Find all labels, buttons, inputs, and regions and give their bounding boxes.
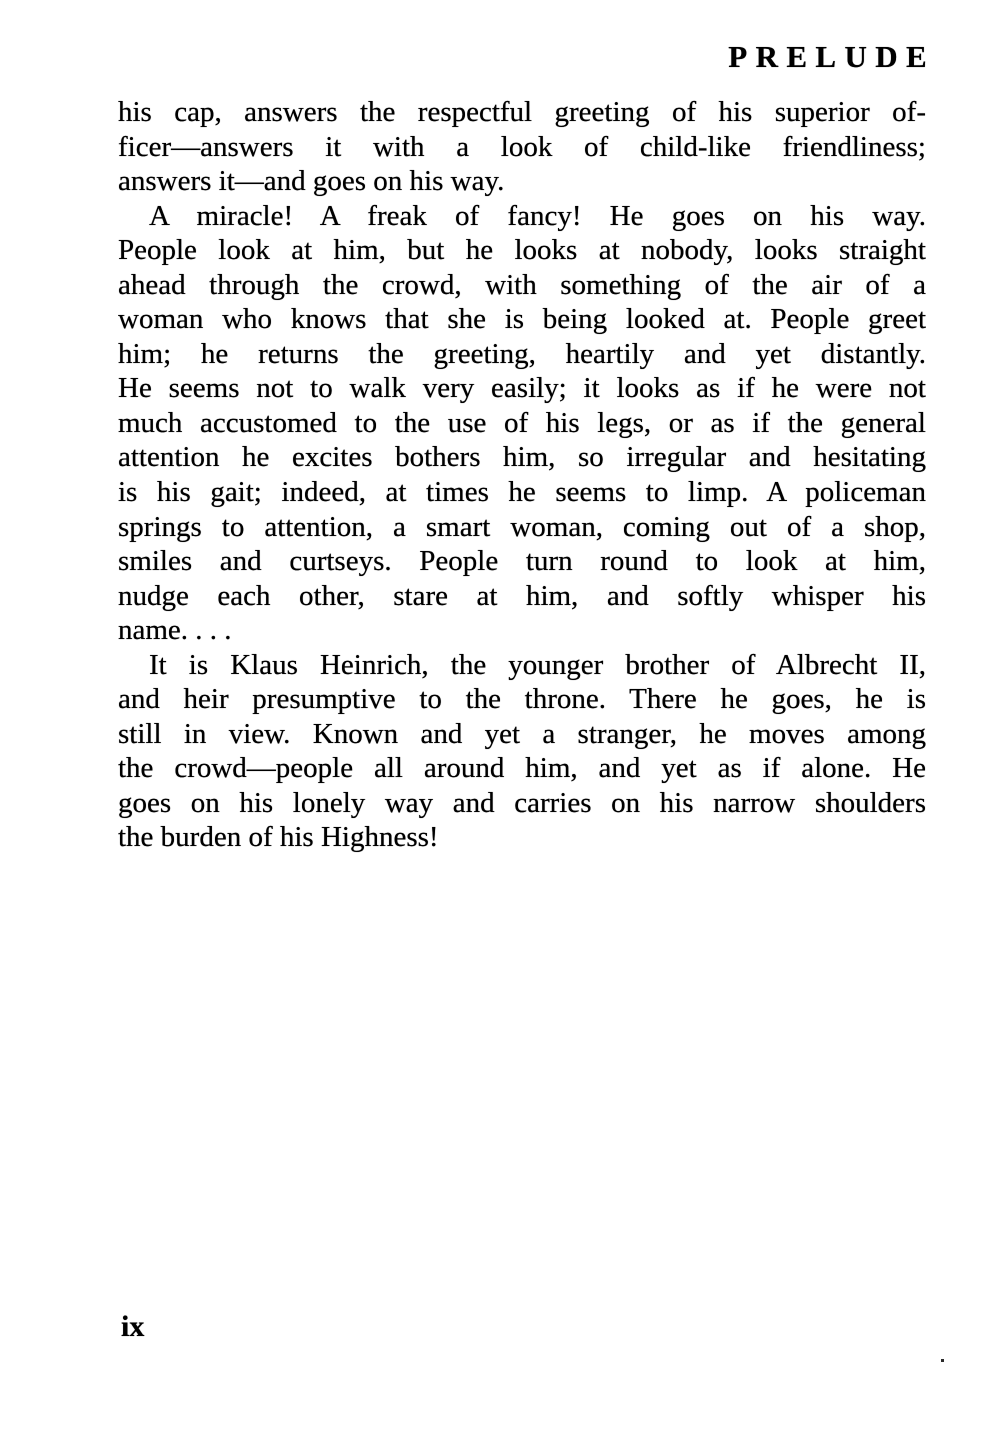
text-line: his cap, answers the respectful greeting of his superior of- [118, 96, 926, 128]
text-line: much accustomed to the use of his legs, or as if the general [118, 406, 926, 439]
text-line: attention he excites bothers him, so irregular and hesitating [118, 441, 926, 474]
paragraph [118, 199, 926, 648]
text-line: smiles and curtseys. People turn round to look at him, [118, 545, 926, 578]
text-line: goes on his lonely way and carries on his narrow shoulders [118, 786, 926, 819]
running-head: PRELUDE [728, 39, 935, 74]
text-line: him; he returns the greeting, heartily and yet distantly. [118, 337, 926, 370]
text-line: ficer—answers it with a look of child-like friendliness; [118, 130, 926, 163]
text-line: is his gait; indeed, at times he seems to limp. A policeman [118, 476, 926, 509]
text-line: woman who knows that she is being looked at. People greet [118, 303, 926, 336]
text-line: the burden of his Highness! [118, 821, 439, 854]
text-line: nudge each other, stare at him, and softly whisper his [118, 579, 926, 612]
text-line: A miracle! A freak of fancy! He goes on his way. [149, 199, 926, 232]
text-line: the crowd—people all around him, and yet as if alone. He [118, 752, 926, 785]
page-number: ix [121, 1310, 145, 1343]
text-line: springs to attention, a smart woman, coming out of a shop, [118, 510, 926, 543]
text-line: and heir presumptive to the throne. There he goes, he is [118, 683, 926, 716]
text-line: ahead through the crowd, with something of the air of a [118, 268, 926, 301]
text-line: He seems not to walk very easily; it looks as if he were not [118, 372, 926, 405]
text-line: People look at him, but he looks at nobody, looks straight [118, 234, 926, 267]
body-text [118, 95, 926, 855]
paragraph [118, 648, 926, 855]
paragraph [118, 95, 926, 199]
text-line: It is Klaus Heinrich, the younger brother of Albrecht II, [149, 648, 926, 681]
scan-artifact-dot [941, 1359, 944, 1362]
text-line: answers it—and goes on his way. [118, 165, 505, 198]
text-line: name. . . . [118, 614, 232, 647]
text-line: still in view. Known and yet a stranger, he moves among [118, 717, 926, 750]
